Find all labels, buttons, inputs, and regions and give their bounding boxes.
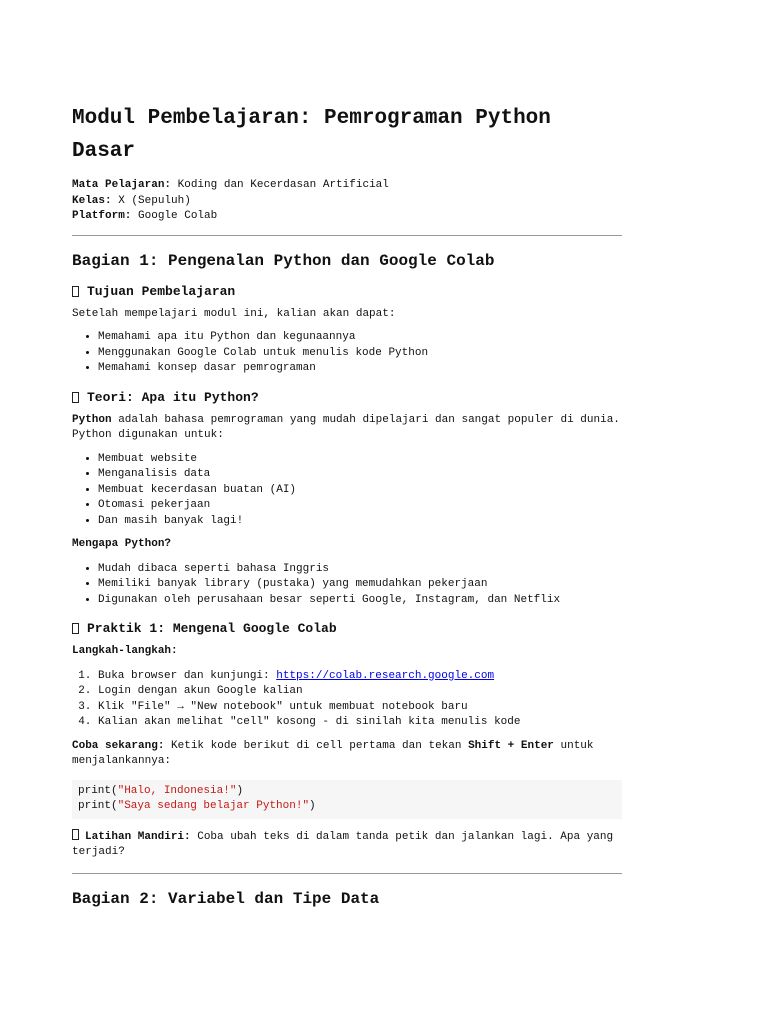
section-2-heading: Bagian 2: Variabel dan Tipe Data [72, 889, 380, 908]
why-python-label: Mengapa Python? [72, 538, 172, 550]
list-item: • Mudah dibaca seperti bahasa Inggris [98, 562, 622, 578]
teori-heading: Teori: Apa itu Python? [72, 389, 622, 406]
document-title: Modul Pembelajaran: Pemrograman Python Dasar [72, 107, 551, 163]
why-python-list [72, 562, 622, 609]
list-item: • Otomasi pekerjaan [98, 498, 622, 514]
section-1-heading: Bagian 1: Pengenalan Python dan Google Colab [72, 251, 495, 270]
exercise-paragraph: Latihan Mandiri: Coba ubah teks di dalam tanda petik dan jalankan lagi. Apa yang terjadi? [72, 830, 614, 858]
list-item: • Memahami apa itu Python dan kegunaannya [98, 330, 622, 346]
divider [72, 235, 622, 236]
divider [72, 873, 622, 874]
missing-glyph-icon [72, 623, 79, 634]
praktik-heading: Praktik 1: Mengenal Google Colab [72, 620, 622, 637]
tujuan-heading: Tujuan Pembelajaran [72, 283, 622, 300]
list-item: • Membuat kecerdasan buatan (AI) [98, 483, 622, 499]
missing-glyph-icon [72, 286, 79, 297]
code-line: print("Saya sedang belajar Python!") [78, 800, 316, 812]
meta-platform: Platform: Google Colab [72, 210, 218, 222]
teori-intro: Python adalah bahasa pemrograman yang mudah dipelajari dan sangat populer di dunia. Python digunakan untuk: [72, 413, 620, 441]
document-meta [72, 178, 622, 225]
steps-label: Langkah-langkah: [72, 645, 178, 657]
steps-list [72, 669, 622, 731]
code-line: print("Halo, Indonesia!") [78, 784, 244, 797]
list-item: 2. Login dengan akun Google kalian [98, 684, 622, 700]
meta-subject: Mata Pelajaran: Koding dan Kecerdasan Artificial [72, 179, 389, 191]
code-block [72, 780, 622, 819]
list-item: • Menganalisis data [98, 467, 622, 483]
list-item: 1. Buka browser dan kunjungi: https://colab.research.google.com [98, 669, 622, 685]
missing-glyph-icon [72, 392, 79, 403]
meta-class: Kelas: X (Sepuluh) [72, 194, 191, 207]
list-item: • Dan masih banyak lagi! [98, 514, 622, 530]
list-item: • Memahami konsep dasar pemrograman [98, 361, 622, 377]
tujuan-list [72, 330, 622, 377]
list-item: • Memiliki banyak library (pustaka) yang memudahkan pekerjaan [98, 577, 622, 593]
tujuan-intro: Setelah mempelajari modul ini, kalian akan dapat: [72, 307, 396, 320]
list-item: • Digunakan oleh perusahaan besar seperti Google, Instagram, dan Netflix [98, 593, 622, 609]
try-now-paragraph: Coba sekarang: Ketik kode berikut di cell pertama dan tekan Shift + Enter untuk menjalankannya: [72, 739, 594, 767]
list-item: 4. Kalian akan melihat "cell" kosong - di sinilah kita menulis kode [98, 715, 622, 731]
list-item: • Menggunakan Google Colab untuk menulis kode Python [98, 346, 622, 362]
colab-link[interactable]: https://colab.research.google.com [276, 669, 495, 682]
teori-list [72, 452, 622, 530]
list-item: 3. Klik "File" → "New notebook" untuk membuat notebook baru [98, 700, 622, 716]
list-item: • Membuat website [98, 452, 622, 468]
missing-glyph-icon [72, 829, 79, 840]
